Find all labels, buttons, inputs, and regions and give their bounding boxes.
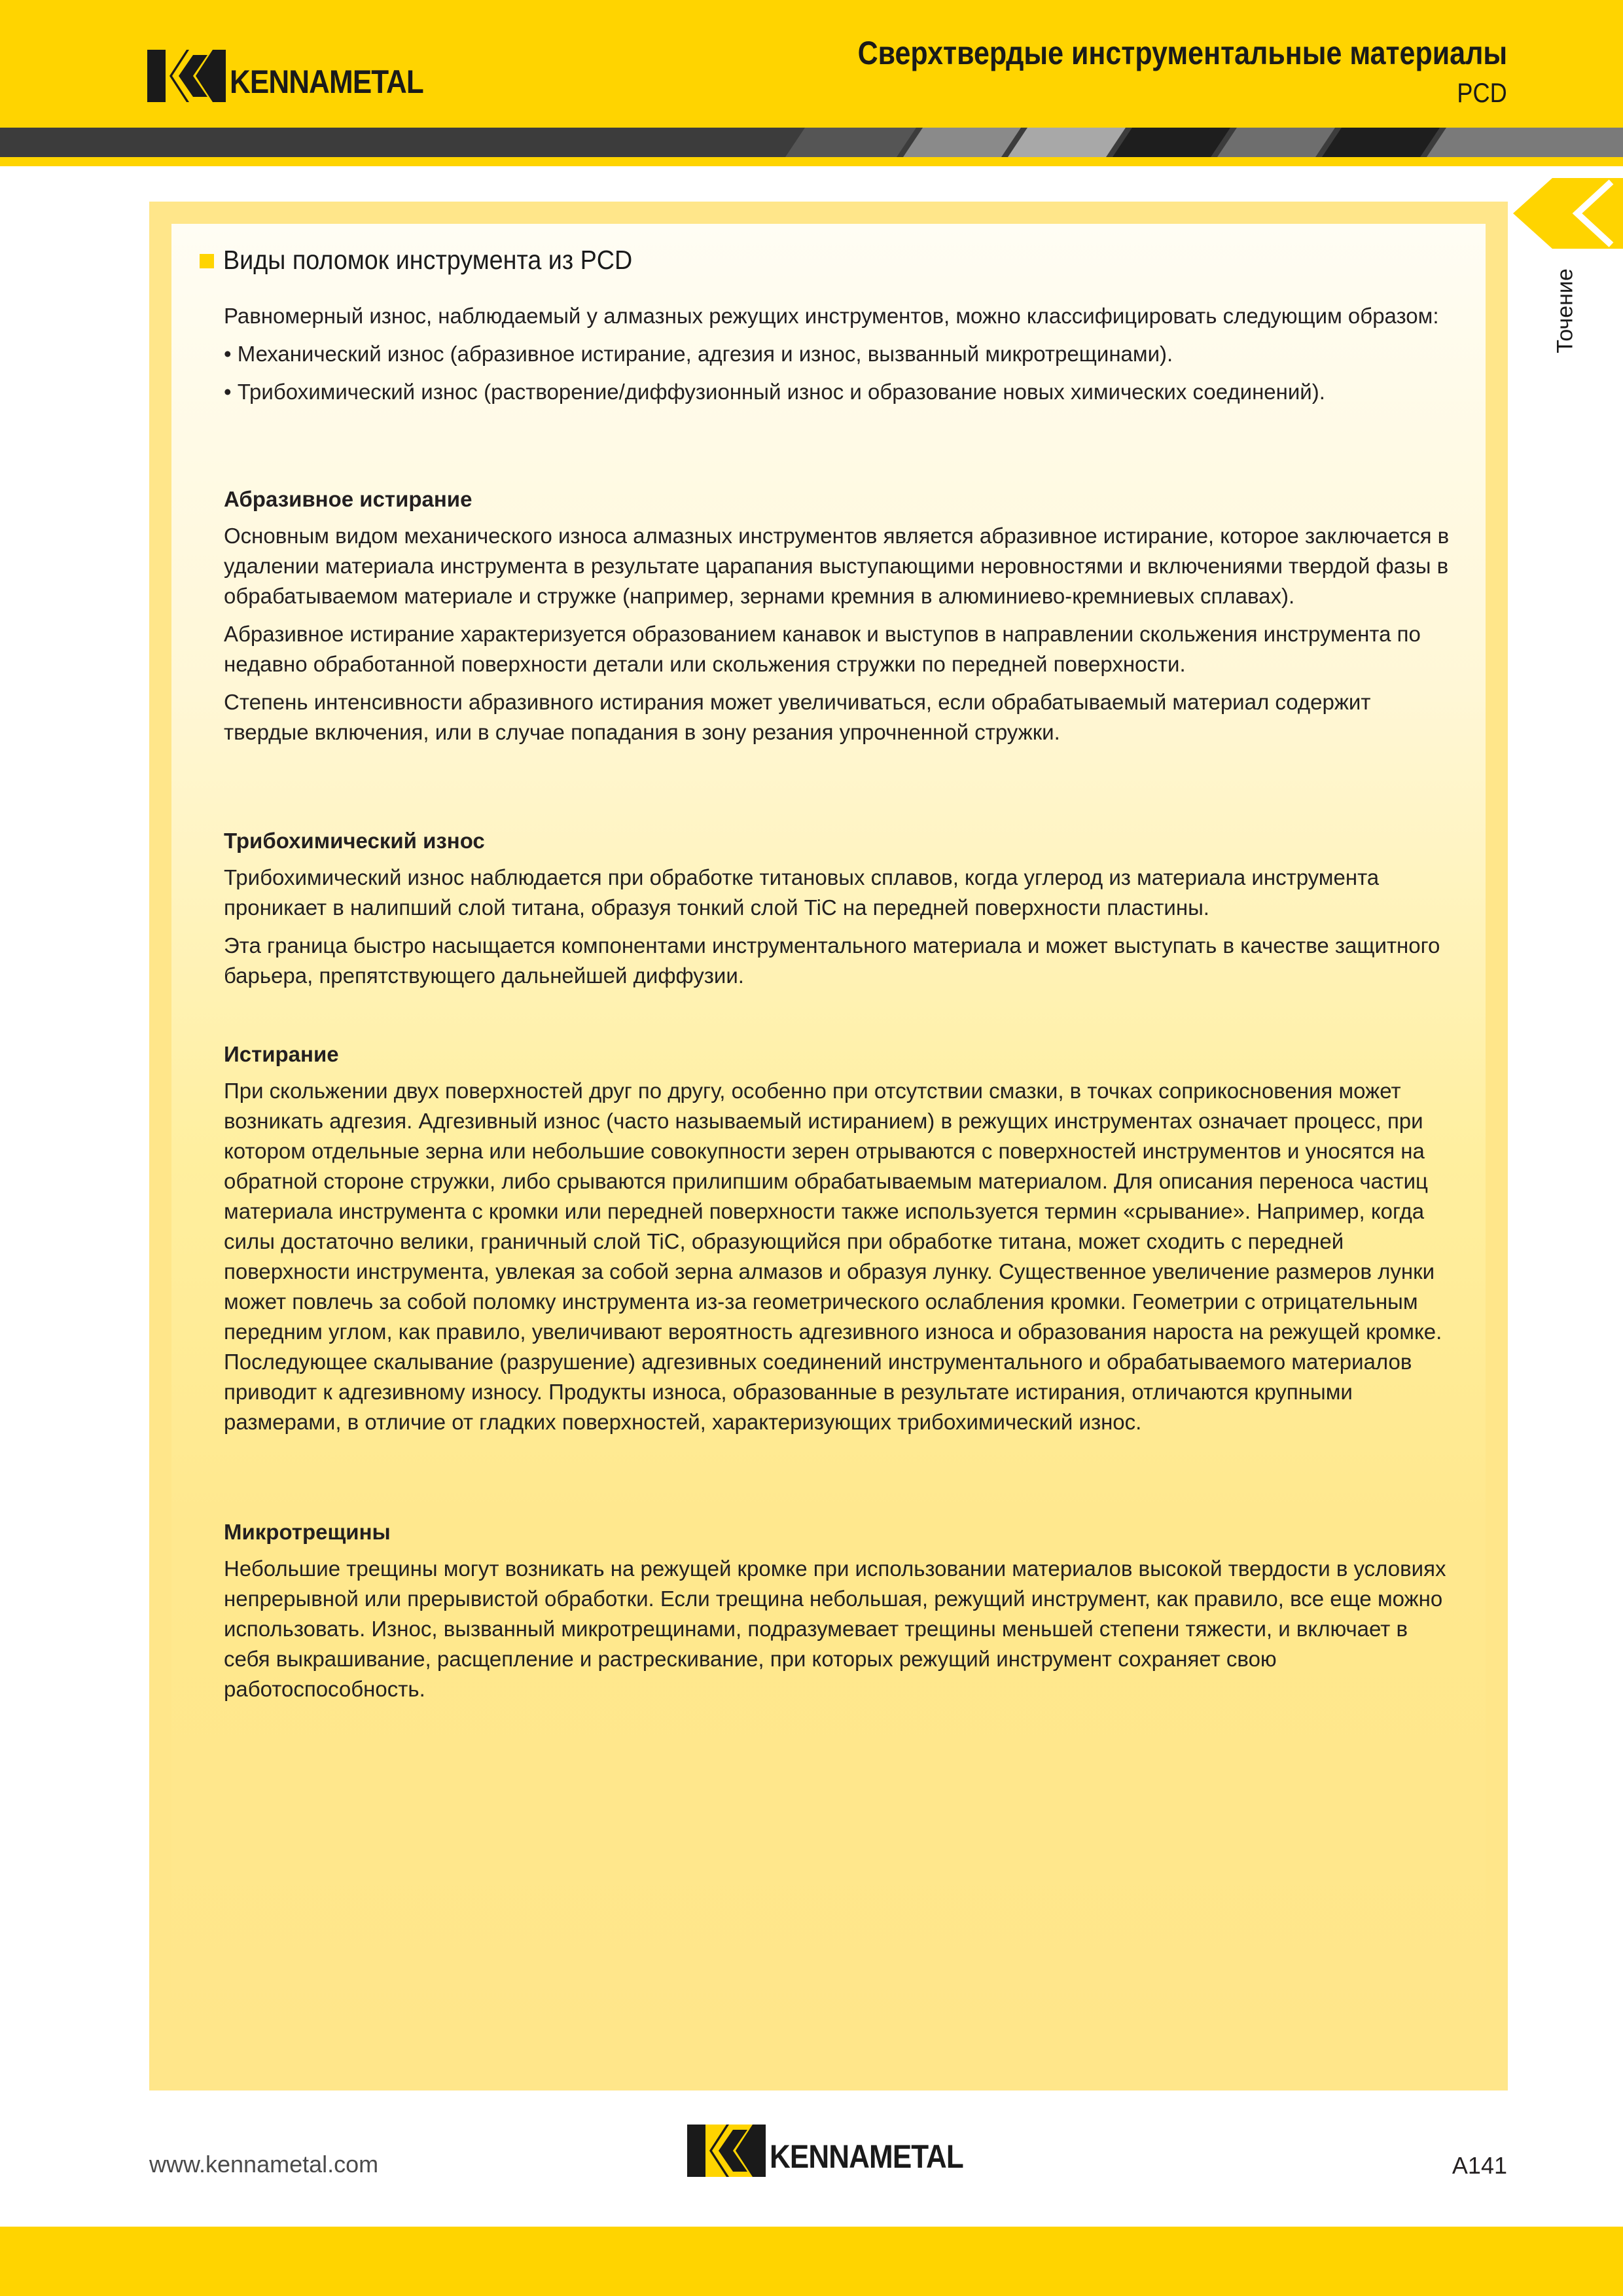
footer-brand-wordmark: KENNAMETAL	[770, 2138, 963, 2175]
header-yellow-line	[0, 157, 1623, 166]
intro-bullet-mechanical: • Механический износ (абразивное истирание, адгезия и износ, вызванный микротрещинами).	[224, 342, 1173, 366]
section-tab-arrow-icon	[1513, 178, 1623, 249]
attrition-section	[224, 1039, 1454, 1445]
abrasion-paragraph-2: Абразивное истирание характеризуется образованием канавок и выступов в направлении скольжения инструмента по недавно обработанной поверхности детали или скольжения стружки по передней поверхности.	[224, 622, 1421, 676]
kennametal-k-logo-icon	[147, 50, 226, 102]
attrition-paragraph-1: При скольжении двух поверхностей друг по другу, особенно при отсутствии смазки, в точках соприкосновения может возникать адгезия. Адгезивный износ (часто называемый истиранием) в режущих инструментах означает процесс, при котором отдельные зерна или небольшие совокупности зерен отрываются с поверхностей инструментов и уносятся на обратной стороне стружки, либо срываются прилипшим обрабатываемым материалом. Для описания переноса частиц материала инструмента с кромки или передней поверхности также используется термин «срывание». Например, когда силы достаточно велики, граничный слой TiC, образующийся при обработке титана, может сходить с передней поверхности инструмента, увлекая за собой зерна алмазов и образуя лунку. Существенное увеличение размеров лунки может повлечь за собой поломку инструмента из-за геометрического ослабления кромки. Геометрии с отрицательным передним углом, как правило, увеличивают вероятность адгезивного износа и образования нароста на режущей кромке. Последующее скалывание (разрушение) адгезивных соединений инструментального и обрабатываемого материалов приводит к адгезивному износу. Продукты износа, образованные в результате истирания, отличаются крупными размерами, в отличие от гладких поверхностей, характеризующих трибохимический износ.	[224, 1079, 1442, 1434]
section-title	[200, 245, 668, 276]
tribochemical-paragraph-2: Эта граница быстро насыщается компонентами инструментального материала и может выступать в качестве защитного барьера, препятствующего дальнейшей диффузии.	[224, 933, 1440, 988]
kennametal-logo	[147, 50, 450, 102]
section-title-text: Виды поломок инструмента из PCD	[223, 245, 633, 275]
footer-kennametal-logo	[687, 2125, 990, 2177]
page-number: A141	[1452, 2152, 1507, 2179]
brand-wordmark: KENNAMETAL	[230, 63, 423, 100]
side-tab-label	[1552, 262, 1578, 360]
intro-paragraph: Равномерный износ, наблюдаемый у алмазных режущих инструментов, можно классифицировать следующим образом:	[224, 304, 1439, 328]
document-title: Сверхтвердые инструментальные материалы	[857, 35, 1507, 71]
abrasion-paragraph-1: Основным видом механического износа алмазных инструментов является абразивное истирание, которое заключается в удалении материала инструмента в результате царапания выступающими неровностями и включениями твердой фазы в обрабатываемом материале и стружке (например, зернами кремния в алюминиево-кремниевых сплавах).	[224, 524, 1450, 608]
website-link[interactable]: www.kennametal.com	[149, 2151, 379, 2178]
microcracks-heading: Микротрещины	[224, 1520, 391, 1544]
abrasion-heading: Абразивное истирание	[224, 487, 473, 511]
footer-yellow-bar	[0, 2227, 1623, 2296]
footer-k-logo-icon	[687, 2125, 766, 2177]
page-header	[0, 0, 1623, 128]
microcracks-paragraph-1: Небольшие трещины могут возникать на режущей кромке при использовании материалов высокой твердости в условиях непрерывной или прерывистой обработки. Если трещина небольшая, режущий инструмент, как правило, все еще можно использовать. Износ, вызванный микротрещинами, подразумевает трещины меньшей степени тяжести, и включает в себя выкрашивание, расщепление и растрескивание, при которых режущий инструмент сохраняет свою работоспособность.	[224, 1556, 1446, 1701]
tribochemical-section	[224, 826, 1454, 999]
attrition-heading: Истирание	[224, 1042, 339, 1066]
microcracks-section	[224, 1517, 1454, 1712]
side-tab-text: Точение	[1552, 268, 1578, 353]
tribochemical-heading: Трибохимический износ	[224, 829, 485, 853]
abrasion-paragraph-3: Степень интенсивности абразивного истирания может увеличиваться, если обрабатываемый материал содержит твердые включения, или в случае попадания в зону резания упрочненной стружки.	[224, 690, 1371, 744]
intro-bullet-tribochemical: • Трибохимический износ (растворение/диффузионный износ и образование новых химических соединений).	[224, 380, 1325, 404]
document-subtitle: PCD	[1457, 77, 1507, 108]
header-stripe	[0, 128, 1623, 157]
intro-block	[224, 301, 1454, 415]
title-square-icon	[200, 254, 214, 268]
tribochemical-paragraph-1: Трибохимический износ наблюдается при обработке титановых сплавов, когда углерод из материала инструмента проникает в налипший слой титана, образуя тонкий слой TiC на передней поверхности пластины.	[224, 865, 1380, 920]
abrasion-section	[224, 484, 1454, 755]
